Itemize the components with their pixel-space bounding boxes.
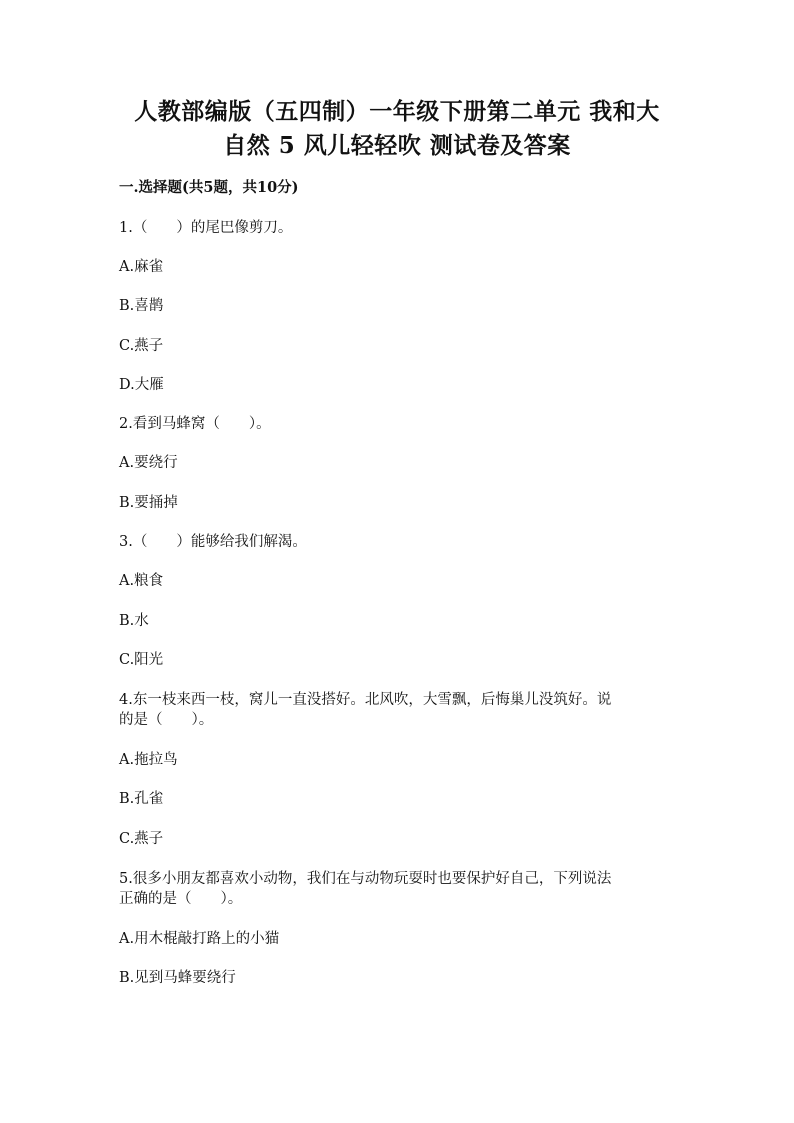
question-3-stem: 3.（ ）能够给我们解渴。: [119, 534, 307, 550]
question-1-option-d: D.大雁: [119, 377, 164, 393]
question-1-stem: 1.（ ）的尾巴像剪刀。: [119, 220, 293, 236]
question-5-option-a: A.用木棍敲打路上的小猫: [119, 931, 280, 947]
section-heading: 一.选择题(共5题，共10分): [119, 179, 299, 196]
question-4-option-c: C.燕子: [119, 831, 164, 847]
question-4-stem-line-1: 4.东一枝来西一枝，窝儿一直没搭好。北风吹，大雪飘，后悔巢儿没筑好。说: [119, 692, 612, 708]
question-1-option-b: B.喜鹊: [119, 298, 164, 314]
question-2-stem: 2.看到马蜂窝（ ）。: [119, 416, 271, 432]
question-1-option-c: C.燕子: [119, 338, 164, 354]
question-3-option-c: C.阳光: [119, 652, 164, 668]
document-title-line-1: 人教部编版（五四制）一年级下册第二单元 我和大: [134, 98, 660, 125]
question-5-option-b: B.见到马蜂要绕行: [119, 970, 236, 986]
question-4-option-a: A.拖拉鸟: [119, 752, 178, 768]
question-1-option-a: A.麻雀: [119, 259, 164, 275]
question-2-option-a: A.要绕行: [119, 455, 178, 471]
question-3-option-b: B.水: [119, 613, 149, 629]
question-5-stem-line-1: 5.很多小朋友都喜欢小动物，我们在与动物玩耍时也要保护好自己，下列说法: [119, 871, 612, 887]
question-3-option-a: A.粮食: [119, 573, 164, 589]
question-5-stem-line-2: 正确的是（ ）。: [119, 891, 243, 907]
question-2-option-b: B.要捅掉: [119, 495, 178, 511]
question-4-option-b: B.孔雀: [119, 791, 164, 807]
question-4-stem-line-2: 的是（ ）。: [119, 712, 214, 728]
document-title-line-2: 自然 5 风儿轻轻吹 测试卷及答案: [223, 132, 571, 159]
